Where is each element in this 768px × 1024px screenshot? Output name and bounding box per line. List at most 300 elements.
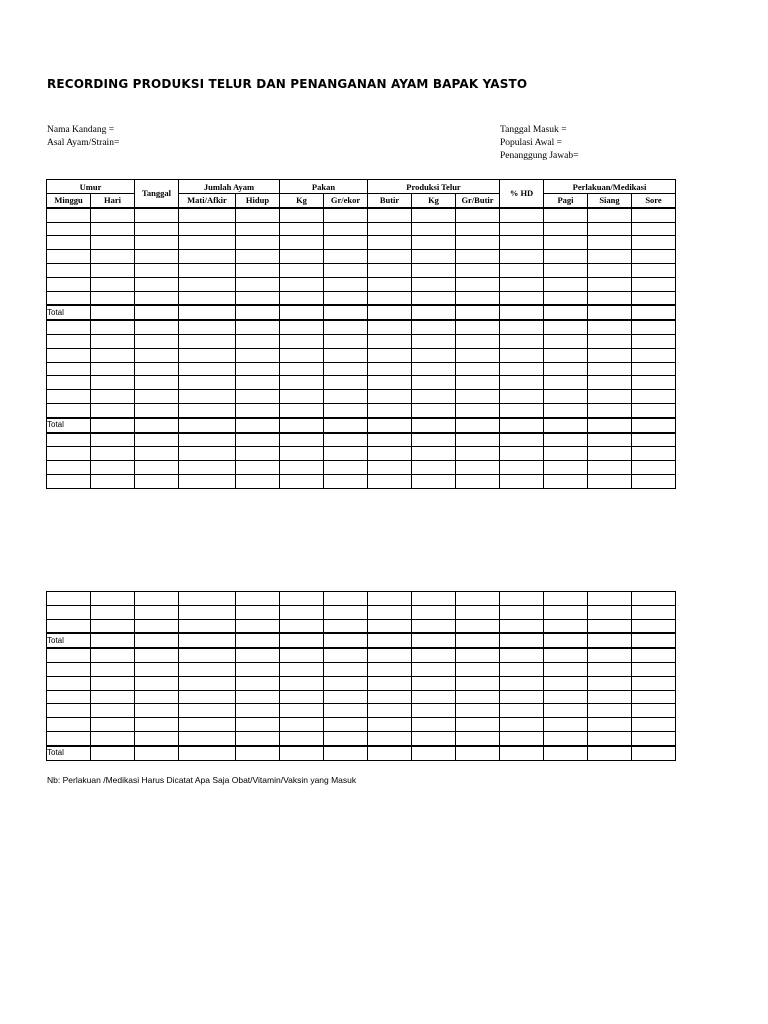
table-cell[interactable] [412, 731, 456, 745]
table-cell[interactable] [544, 731, 588, 745]
table-cell[interactable] [456, 208, 500, 222]
table-cell[interactable] [368, 746, 412, 760]
table-cell[interactable] [500, 236, 544, 250]
table-cell[interactable] [588, 236, 632, 250]
table-cell[interactable] [588, 704, 632, 718]
table-cell[interactable] [47, 662, 91, 676]
table-cell[interactable] [47, 362, 91, 376]
table-cell[interactable] [280, 619, 324, 633]
table-cell[interactable] [456, 592, 500, 606]
table-cell[interactable] [456, 277, 500, 291]
table-cell[interactable] [368, 334, 412, 348]
table-cell[interactable] [368, 222, 412, 236]
table-cell[interactable] [91, 362, 135, 376]
table-cell[interactable] [544, 605, 588, 619]
table-cell[interactable] [135, 447, 179, 461]
table-cell[interactable] [47, 605, 91, 619]
table-cell[interactable] [544, 746, 588, 760]
table-cell[interactable] [179, 718, 236, 732]
table-cell[interactable] [544, 403, 588, 417]
table-cell[interactable] [544, 433, 588, 447]
table-cell[interactable] [412, 690, 456, 704]
table-cell[interactable] [412, 676, 456, 690]
table-cell[interactable] [236, 291, 280, 305]
table-cell[interactable] [500, 619, 544, 633]
table-cell[interactable] [632, 277, 676, 291]
table-cell[interactable] [588, 619, 632, 633]
table-cell[interactable] [368, 291, 412, 305]
table-cell[interactable] [236, 592, 280, 606]
table-cell[interactable] [588, 746, 632, 760]
table-cell[interactable] [135, 320, 179, 334]
table-cell[interactable] [324, 320, 368, 334]
table-cell[interactable] [280, 704, 324, 718]
table-cell[interactable] [500, 334, 544, 348]
table-cell[interactable] [456, 376, 500, 390]
table-cell[interactable] [324, 447, 368, 461]
table-cell[interactable] [280, 605, 324, 619]
table-cell[interactable] [47, 676, 91, 690]
table-cell[interactable] [324, 731, 368, 745]
table-cell[interactable] [588, 676, 632, 690]
table-cell[interactable] [500, 208, 544, 222]
table-cell[interactable] [179, 334, 236, 348]
table-cell[interactable] [500, 648, 544, 662]
table-cell[interactable] [544, 250, 588, 264]
table-cell[interactable] [280, 263, 324, 277]
table-cell[interactable] [324, 690, 368, 704]
table-cell[interactable] [368, 208, 412, 222]
table-cell[interactable] [368, 305, 412, 320]
table-cell[interactable] [135, 376, 179, 390]
table-cell[interactable] [500, 731, 544, 745]
table-cell[interactable] [544, 418, 588, 433]
table-cell[interactable] [280, 208, 324, 222]
table-cell[interactable] [456, 236, 500, 250]
table-cell[interactable] [500, 447, 544, 461]
table-cell[interactable] [632, 648, 676, 662]
table-cell[interactable] [412, 334, 456, 348]
table-cell[interactable] [179, 731, 236, 745]
table-cell[interactable] [91, 605, 135, 619]
table-cell[interactable] [544, 277, 588, 291]
table-cell[interactable] [179, 362, 236, 376]
table-cell[interactable] [280, 305, 324, 320]
table-cell[interactable] [632, 263, 676, 277]
table-cell[interactable] [456, 418, 500, 433]
table-cell[interactable] [632, 418, 676, 433]
table-cell[interactable] [412, 662, 456, 676]
table-cell[interactable] [544, 690, 588, 704]
table-cell[interactable] [179, 648, 236, 662]
table-cell[interactable] [324, 362, 368, 376]
table-cell[interactable] [236, 605, 280, 619]
table-cell[interactable] [544, 461, 588, 475]
table-cell[interactable] [135, 403, 179, 417]
table-cell[interactable] [456, 291, 500, 305]
table-cell[interactable] [632, 633, 676, 648]
table-cell[interactable] [588, 461, 632, 475]
table-cell[interactable] [324, 236, 368, 250]
table-cell[interactable] [47, 348, 91, 362]
table-cell[interactable] [135, 277, 179, 291]
table-cell[interactable] [179, 461, 236, 475]
table-cell[interactable] [588, 418, 632, 433]
table-cell[interactable] [135, 291, 179, 305]
table-cell[interactable] [91, 305, 135, 320]
table-cell[interactable] [500, 250, 544, 264]
table-cell[interactable] [500, 362, 544, 376]
table-cell[interactable] [544, 320, 588, 334]
table-cell[interactable] [236, 648, 280, 662]
table-cell[interactable] [91, 718, 135, 732]
table-cell[interactable] [179, 390, 236, 404]
table-cell[interactable] [456, 746, 500, 760]
table-cell[interactable] [500, 433, 544, 447]
table-cell[interactable] [324, 662, 368, 676]
table-cell[interactable] [588, 648, 632, 662]
table-cell[interactable] [588, 291, 632, 305]
table-cell[interactable] [544, 447, 588, 461]
table-cell[interactable] [179, 291, 236, 305]
table-cell[interactable] [47, 474, 91, 488]
table-cell[interactable] [368, 376, 412, 390]
table-cell[interactable] [632, 291, 676, 305]
table-cell[interactable] [412, 362, 456, 376]
table-cell[interactable] [324, 619, 368, 633]
table-cell[interactable] [500, 403, 544, 417]
table-cell[interactable] [179, 305, 236, 320]
table-cell[interactable] [179, 376, 236, 390]
table-cell[interactable] [47, 718, 91, 732]
table-cell[interactable] [368, 236, 412, 250]
table-cell[interactable] [236, 348, 280, 362]
table-cell[interactable] [47, 222, 91, 236]
table-cell[interactable] [135, 418, 179, 433]
table-cell[interactable] [632, 718, 676, 732]
table-cell[interactable] [236, 305, 280, 320]
table-cell[interactable] [91, 208, 135, 222]
table-cell[interactable] [456, 461, 500, 475]
table-cell[interactable] [324, 263, 368, 277]
table-cell[interactable] [368, 619, 412, 633]
table-cell[interactable] [236, 390, 280, 404]
table-cell[interactable] [500, 263, 544, 277]
table-cell[interactable] [368, 731, 412, 745]
table-cell[interactable] [632, 362, 676, 376]
table-cell[interactable] [588, 390, 632, 404]
table-cell[interactable] [280, 648, 324, 662]
table-cell[interactable] [324, 291, 368, 305]
table-cell[interactable] [368, 390, 412, 404]
table-cell[interactable] [179, 690, 236, 704]
table-cell[interactable] [236, 403, 280, 417]
table-cell[interactable] [588, 277, 632, 291]
table-cell[interactable] [632, 208, 676, 222]
table-cell[interactable] [135, 236, 179, 250]
table-cell[interactable] [236, 236, 280, 250]
table-cell[interactable] [324, 348, 368, 362]
table-cell[interactable] [632, 474, 676, 488]
table-cell[interactable] [236, 619, 280, 633]
table-cell[interactable] [324, 334, 368, 348]
table-cell[interactable] [632, 250, 676, 264]
table-cell[interactable] [179, 704, 236, 718]
table-cell[interactable] [500, 348, 544, 362]
table-cell[interactable] [236, 362, 280, 376]
table-cell[interactable] [456, 403, 500, 417]
table-cell[interactable] [91, 403, 135, 417]
table-cell[interactable] [500, 746, 544, 760]
table-cell[interactable] [324, 633, 368, 648]
table-cell[interactable] [135, 208, 179, 222]
table-cell[interactable] [456, 648, 500, 662]
table-cell[interactable] [456, 690, 500, 704]
table-cell[interactable] [280, 418, 324, 433]
table-cell[interactable] [412, 348, 456, 362]
table-cell[interactable] [544, 263, 588, 277]
table-cell[interactable] [588, 690, 632, 704]
table-cell[interactable] [412, 474, 456, 488]
table-cell[interactable] [544, 619, 588, 633]
table-cell[interactable] [456, 305, 500, 320]
table-cell[interactable] [236, 208, 280, 222]
table-cell[interactable] [236, 704, 280, 718]
table-cell[interactable] [368, 320, 412, 334]
table-cell[interactable] [324, 403, 368, 417]
table-cell[interactable] [236, 418, 280, 433]
table-cell[interactable] [588, 305, 632, 320]
table-cell[interactable] [456, 718, 500, 732]
table-cell[interactable] [91, 348, 135, 362]
table-cell[interactable] [236, 447, 280, 461]
table-cell[interactable] [324, 648, 368, 662]
table-cell[interactable] [236, 731, 280, 745]
table-cell[interactable] [135, 433, 179, 447]
table-cell[interactable] [91, 633, 135, 648]
table-cell[interactable] [280, 348, 324, 362]
table-cell[interactable] [179, 592, 236, 606]
table-cell[interactable] [179, 676, 236, 690]
table-cell[interactable] [280, 362, 324, 376]
table-cell[interactable] [456, 320, 500, 334]
table-cell[interactable] [47, 592, 91, 606]
table-cell[interactable] [456, 676, 500, 690]
table-cell[interactable] [135, 250, 179, 264]
table-cell[interactable] [280, 718, 324, 732]
table-cell[interactable] [236, 376, 280, 390]
table-cell[interactable] [91, 263, 135, 277]
table-cell[interactable] [47, 320, 91, 334]
table-cell[interactable] [412, 222, 456, 236]
table-cell[interactable] [500, 390, 544, 404]
table-cell[interactable] [135, 334, 179, 348]
table-cell[interactable] [135, 676, 179, 690]
table-cell[interactable] [412, 605, 456, 619]
table-cell[interactable] [544, 305, 588, 320]
table-cell[interactable] [135, 605, 179, 619]
table-cell[interactable] [500, 605, 544, 619]
table-cell[interactable] [368, 662, 412, 676]
table-cell[interactable] [179, 403, 236, 417]
table-cell[interactable] [91, 474, 135, 488]
table-cell[interactable] [632, 334, 676, 348]
table-cell[interactable] [280, 592, 324, 606]
table-cell[interactable] [632, 676, 676, 690]
table-cell[interactable] [412, 390, 456, 404]
table-cell[interactable] [544, 704, 588, 718]
table-cell[interactable] [500, 676, 544, 690]
table-cell[interactable] [47, 731, 91, 745]
table-cell[interactable] [588, 605, 632, 619]
table-cell[interactable] [324, 376, 368, 390]
table-cell[interactable] [47, 263, 91, 277]
table-cell[interactable] [632, 403, 676, 417]
table-cell[interactable] [500, 291, 544, 305]
table-cell[interactable] [280, 222, 324, 236]
table-cell[interactable] [91, 250, 135, 264]
table-cell[interactable] [412, 305, 456, 320]
table-cell[interactable] [236, 250, 280, 264]
table-cell[interactable] [179, 605, 236, 619]
table-cell[interactable] [179, 348, 236, 362]
table-cell[interactable] [588, 592, 632, 606]
table-cell[interactable] [544, 362, 588, 376]
table-cell[interactable] [456, 250, 500, 264]
table-cell[interactable] [236, 690, 280, 704]
table-cell[interactable] [280, 277, 324, 291]
table-cell[interactable] [324, 277, 368, 291]
table-cell[interactable] [236, 222, 280, 236]
table-cell[interactable] [179, 263, 236, 277]
table-cell[interactable] [456, 605, 500, 619]
table-cell[interactable] [179, 250, 236, 264]
table-cell[interactable] [236, 320, 280, 334]
table-cell[interactable] [280, 320, 324, 334]
table-cell[interactable] [236, 433, 280, 447]
table-cell[interactable] [456, 263, 500, 277]
table-cell[interactable] [91, 334, 135, 348]
table-cell[interactable] [412, 433, 456, 447]
table-cell[interactable] [544, 633, 588, 648]
table-cell[interactable] [236, 277, 280, 291]
table-cell[interactable] [280, 731, 324, 745]
table-cell[interactable] [632, 704, 676, 718]
table-cell[interactable] [544, 208, 588, 222]
table-cell[interactable] [236, 718, 280, 732]
table-cell[interactable] [456, 474, 500, 488]
table-cell[interactable] [179, 746, 236, 760]
table-cell[interactable] [135, 704, 179, 718]
table-cell[interactable] [544, 236, 588, 250]
table-cell[interactable] [91, 277, 135, 291]
table-cell[interactable] [412, 461, 456, 475]
table-cell[interactable] [588, 633, 632, 648]
table-cell[interactable] [47, 250, 91, 264]
table-cell[interactable] [588, 208, 632, 222]
table-cell[interactable] [179, 418, 236, 433]
table-cell[interactable] [500, 474, 544, 488]
table-cell[interactable] [91, 731, 135, 745]
table-cell[interactable] [412, 447, 456, 461]
table-cell[interactable] [324, 676, 368, 690]
table-cell[interactable] [135, 305, 179, 320]
table-cell[interactable] [632, 746, 676, 760]
table-cell[interactable] [280, 662, 324, 676]
table-cell[interactable] [91, 390, 135, 404]
table-cell[interactable] [588, 320, 632, 334]
table-cell[interactable] [588, 334, 632, 348]
table-cell[interactable] [368, 433, 412, 447]
table-cell[interactable] [632, 222, 676, 236]
table-cell[interactable] [368, 263, 412, 277]
table-cell[interactable] [91, 447, 135, 461]
table-cell[interactable] [47, 648, 91, 662]
table-cell[interactable] [135, 718, 179, 732]
table-cell[interactable] [500, 320, 544, 334]
table-cell[interactable] [91, 592, 135, 606]
table-cell[interactable] [500, 376, 544, 390]
table-cell[interactable] [368, 690, 412, 704]
table-cell[interactable] [368, 633, 412, 648]
table-cell[interactable] [588, 376, 632, 390]
table-cell[interactable] [456, 362, 500, 376]
table-cell[interactable] [412, 704, 456, 718]
table-cell[interactable] [179, 447, 236, 461]
table-cell[interactable] [412, 592, 456, 606]
table-cell[interactable] [135, 390, 179, 404]
table-cell[interactable] [179, 236, 236, 250]
table-cell[interactable] [368, 474, 412, 488]
table-cell[interactable] [456, 662, 500, 676]
table-cell[interactable] [324, 418, 368, 433]
table-cell[interactable] [47, 461, 91, 475]
table-cell[interactable] [47, 376, 91, 390]
table-cell[interactable] [91, 461, 135, 475]
table-cell[interactable] [179, 474, 236, 488]
table-cell[interactable] [588, 662, 632, 676]
table-cell[interactable] [47, 236, 91, 250]
table-cell[interactable] [280, 433, 324, 447]
table-cell[interactable] [91, 236, 135, 250]
table-cell[interactable] [632, 592, 676, 606]
table-cell[interactable] [544, 718, 588, 732]
table-cell[interactable] [135, 592, 179, 606]
table-cell[interactable] [544, 648, 588, 662]
table-cell[interactable] [500, 418, 544, 433]
table-cell[interactable] [412, 403, 456, 417]
table-cell[interactable] [368, 592, 412, 606]
table-cell[interactable] [500, 305, 544, 320]
table-cell[interactable] [588, 222, 632, 236]
table-cell[interactable] [280, 690, 324, 704]
table-cell[interactable] [179, 277, 236, 291]
table-cell[interactable] [135, 619, 179, 633]
table-cell[interactable] [135, 690, 179, 704]
table-cell[interactable] [47, 433, 91, 447]
table-cell[interactable] [412, 277, 456, 291]
table-cell[interactable] [368, 418, 412, 433]
table-cell[interactable] [368, 362, 412, 376]
table-cell[interactable] [324, 592, 368, 606]
table-cell[interactable] [500, 461, 544, 475]
table-cell[interactable] [91, 222, 135, 236]
table-cell[interactable] [368, 250, 412, 264]
table-cell[interactable] [632, 320, 676, 334]
table-cell[interactable] [368, 676, 412, 690]
table-cell[interactable] [412, 236, 456, 250]
table-cell[interactable] [324, 390, 368, 404]
